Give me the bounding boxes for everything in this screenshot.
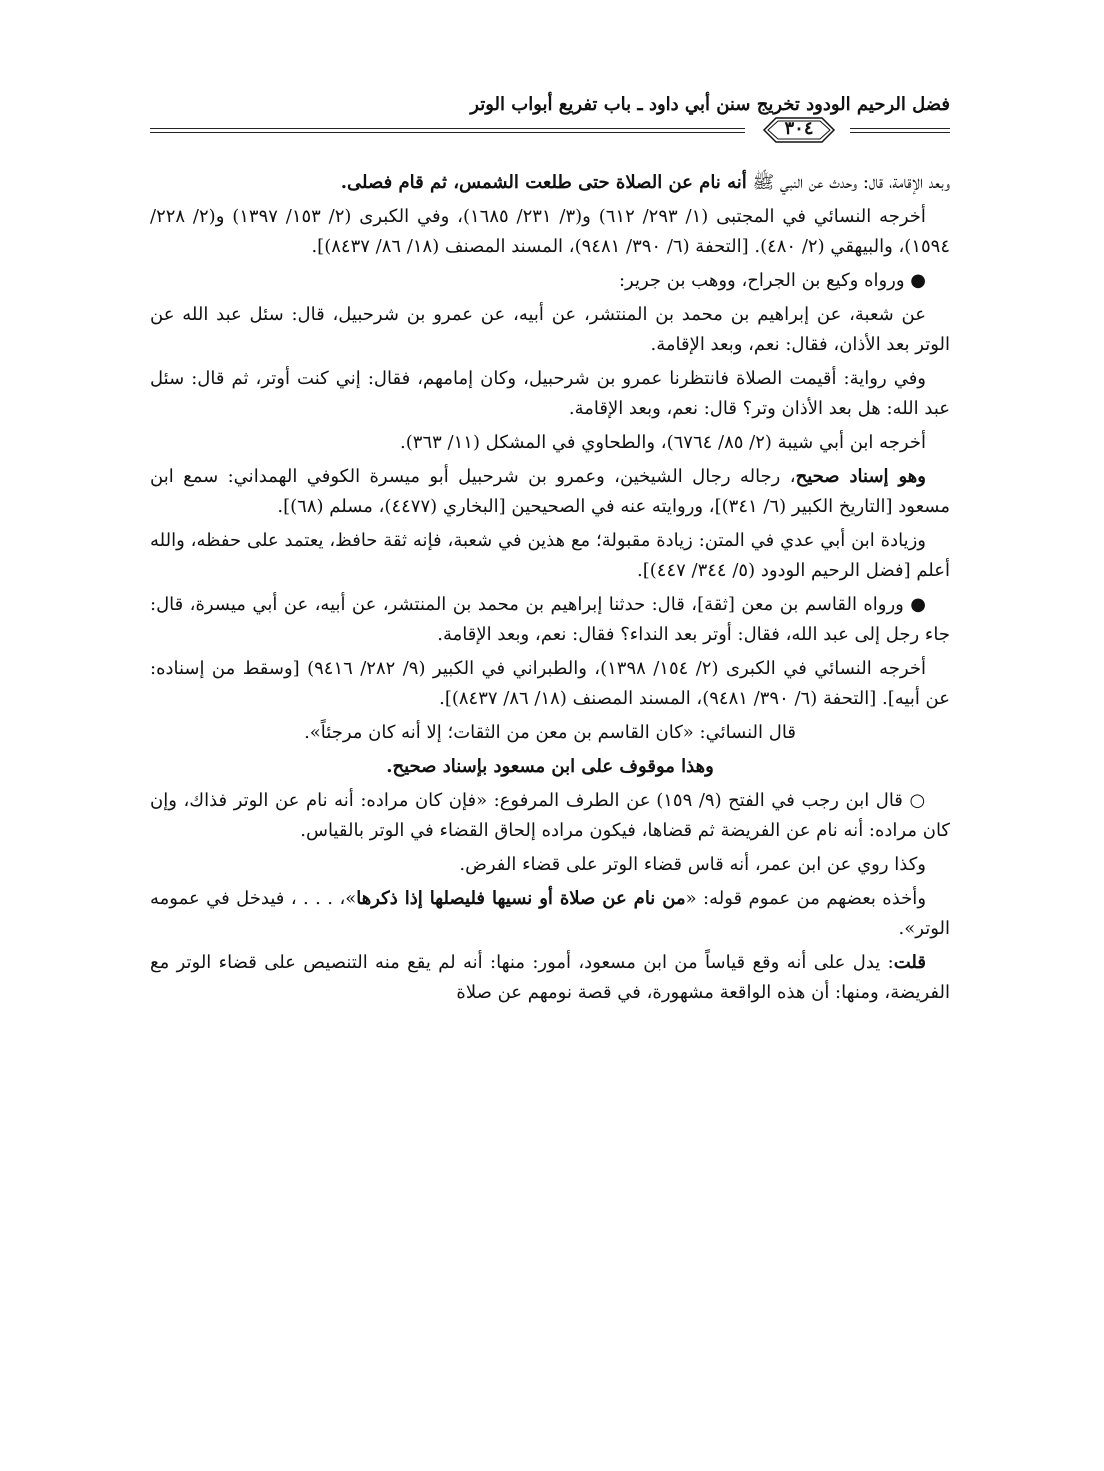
bold-text: وهذا موقوف على ابن مسعود بإسناد صحيح. (386, 756, 714, 777)
text-run: أخرجه ابن أبي شيبة (٢/ ٨٥/ ٦٧٦٤)، والطحاوي في المشكل (١١/ ٣٦٣). (400, 432, 926, 453)
bold-text: من نام عن صلاة أو نسيها فليصلها إذا ذكرها (356, 888, 686, 909)
text-run: : يدل على أنه وقع قياساً من ابن مسعود، أمور: منها: أنه لم يقع منه التنصيص على قضاء الوتر مع الفريضة، ومنها: أن هذه الواقعة مشهورة، في قصة نومهم عن صلاة (150, 952, 950, 1003)
paragraph (150, 462, 950, 522)
bold-text: أنه نام عن الصلاة حتى طلعت الشمس، ثم قام فصلى. (340, 172, 747, 193)
paragraph (150, 752, 950, 782)
text-run: قال النسائي: «كان القاسم بن معن من الثقات؛ إلا أنه كان مرجئاً». (304, 722, 796, 743)
text-run: أخرجه النسائي في المجتبى (١/ ٢٩٣/ ٦١٢) و(٣/ ٢٣١/ ١٦٨٥)، وفي الكبرى (٢/ ١٥٣/ ١٣٩٧) و(٢/ ٢٢٨/ ١٥٩٤)، والبيهقي (٢/ ٤٨٠). [التحفة (٦/ ٣٩٠/ ٩٤٨١)، المسند المصنف (١٨/ ٨٦/ ٨٤٣٧)]. (150, 206, 950, 257)
text-run: وزيادة ابن أبي عدي في المتن: زيادة مقبولة؛ مع هذين في شعبة، فإنه ثقة حافظ، يعتمد على حفظه، والله أعلم [فضل الرحيم الودود (٥/ ٣٤٤/ ٤٤٧)]. (150, 530, 950, 581)
text-run: ○ قال ابن رجب في الفتح (٩/ ١٥٩) عن الطرف المرفوع: «فإن كان مراده: أنه نام عن الوتر فذاك، وإن كان مراده: أنه نام عن الفريضة ثم قضاها، فيكون مراده إلحاق القضاء في الوتر بالقياس. (150, 790, 950, 841)
text-run: عن شعبة، عن إبراهيم بن محمد بن المنتشر، عن أبيه، عن عمرو بن شرحبيل، قال: سئل عبد الله عن الوتر بعد الأذان، فقال: نعم، وبعد الإقامة. (150, 304, 950, 355)
paragraph (150, 590, 950, 650)
text-run: ● ورواه وكيع بن الجراح، ووهب بن جرير: (618, 270, 926, 291)
text-run: »، . . . ، فيدخل في عمومه الوتر». (150, 888, 950, 939)
text-run: أخرجه النسائي في الكبرى (٢/ ١٥٤/ ١٣٩٨)، والطبراني في الكبير (٩/ ٢٨٢/ ٩٤١٦) [وسقط من إسناده: عن أبيه]. [التحفة (٦/ ٣٩٠/ ٩٤٨١)، المسند المصنف (١٨/ ٨٦/ ٨٤٣٧)]. (150, 658, 950, 709)
paragraph (150, 168, 950, 198)
page-number: ٣٠٤ (784, 118, 814, 139)
header-rule (150, 132, 745, 133)
running-title: فضل الرحيم الودود تخريج سنن أبي داود ـ باب تفريع أبواب الوتر (470, 94, 950, 115)
page-number-badge (762, 116, 836, 144)
text-run: وبعد الإقامة، قال: وحدث عن النبي ﷺ (746, 172, 950, 193)
paragraph (150, 428, 950, 458)
paragraph (150, 884, 950, 944)
text-run: وأخذه بعضهم من عموم قوله: « (685, 888, 927, 909)
text-run: وكذا روي عن ابن عمر، أنه قاس قضاء الوتر على قضاء الفرض. (459, 854, 926, 875)
paragraph (150, 266, 950, 296)
paragraph (150, 202, 950, 262)
text-run: وفي رواية: أقيمت الصلاة فانتظرنا عمرو بن شرحبيل، وكان إمامهم، فقال: إني كنت أوتر، ثم قال: سئل عبد الله: هل بعد الأذان وتر؟ قال: نعم، وبعد الإقامة. (150, 368, 950, 419)
paragraph (150, 364, 950, 424)
paragraph (150, 718, 950, 748)
paragraph (150, 654, 950, 714)
text-run: ● ورواه القاسم بن معن [ثقة]، قال: حدثنا إبراهيم بن محمد بن المنتشر، عن أبيه، عن أبي ميسرة، قال: جاء رجل إلى عبد الله، فقال: أوتر بعد النداء؟ فقال: نعم، وبعد الإقامة. (150, 594, 950, 645)
paragraph (150, 526, 950, 586)
page-header (150, 92, 950, 152)
paragraph (150, 850, 950, 880)
header-rule (150, 128, 745, 129)
header-rule (850, 132, 950, 133)
text-run: ، رجاله رجال الشيخين، وعمرو بن شرحبيل أبو ميسرة الكوفي الهمداني: سمع ابن مسعود [التاريخ الكبير (٦/ ٣٤١)]، وروايته عنه في الصحيحين [البخاري (٤٤٧٧)، مسلم (٦٨)]. (150, 466, 950, 517)
paragraph (150, 300, 950, 360)
paragraph (150, 786, 950, 846)
paragraph (150, 948, 950, 1008)
bold-text: قلت (893, 952, 926, 973)
page-body (150, 168, 950, 1012)
header-rule (850, 128, 950, 129)
bold-text: وهو إسناد صحيح (795, 466, 926, 487)
